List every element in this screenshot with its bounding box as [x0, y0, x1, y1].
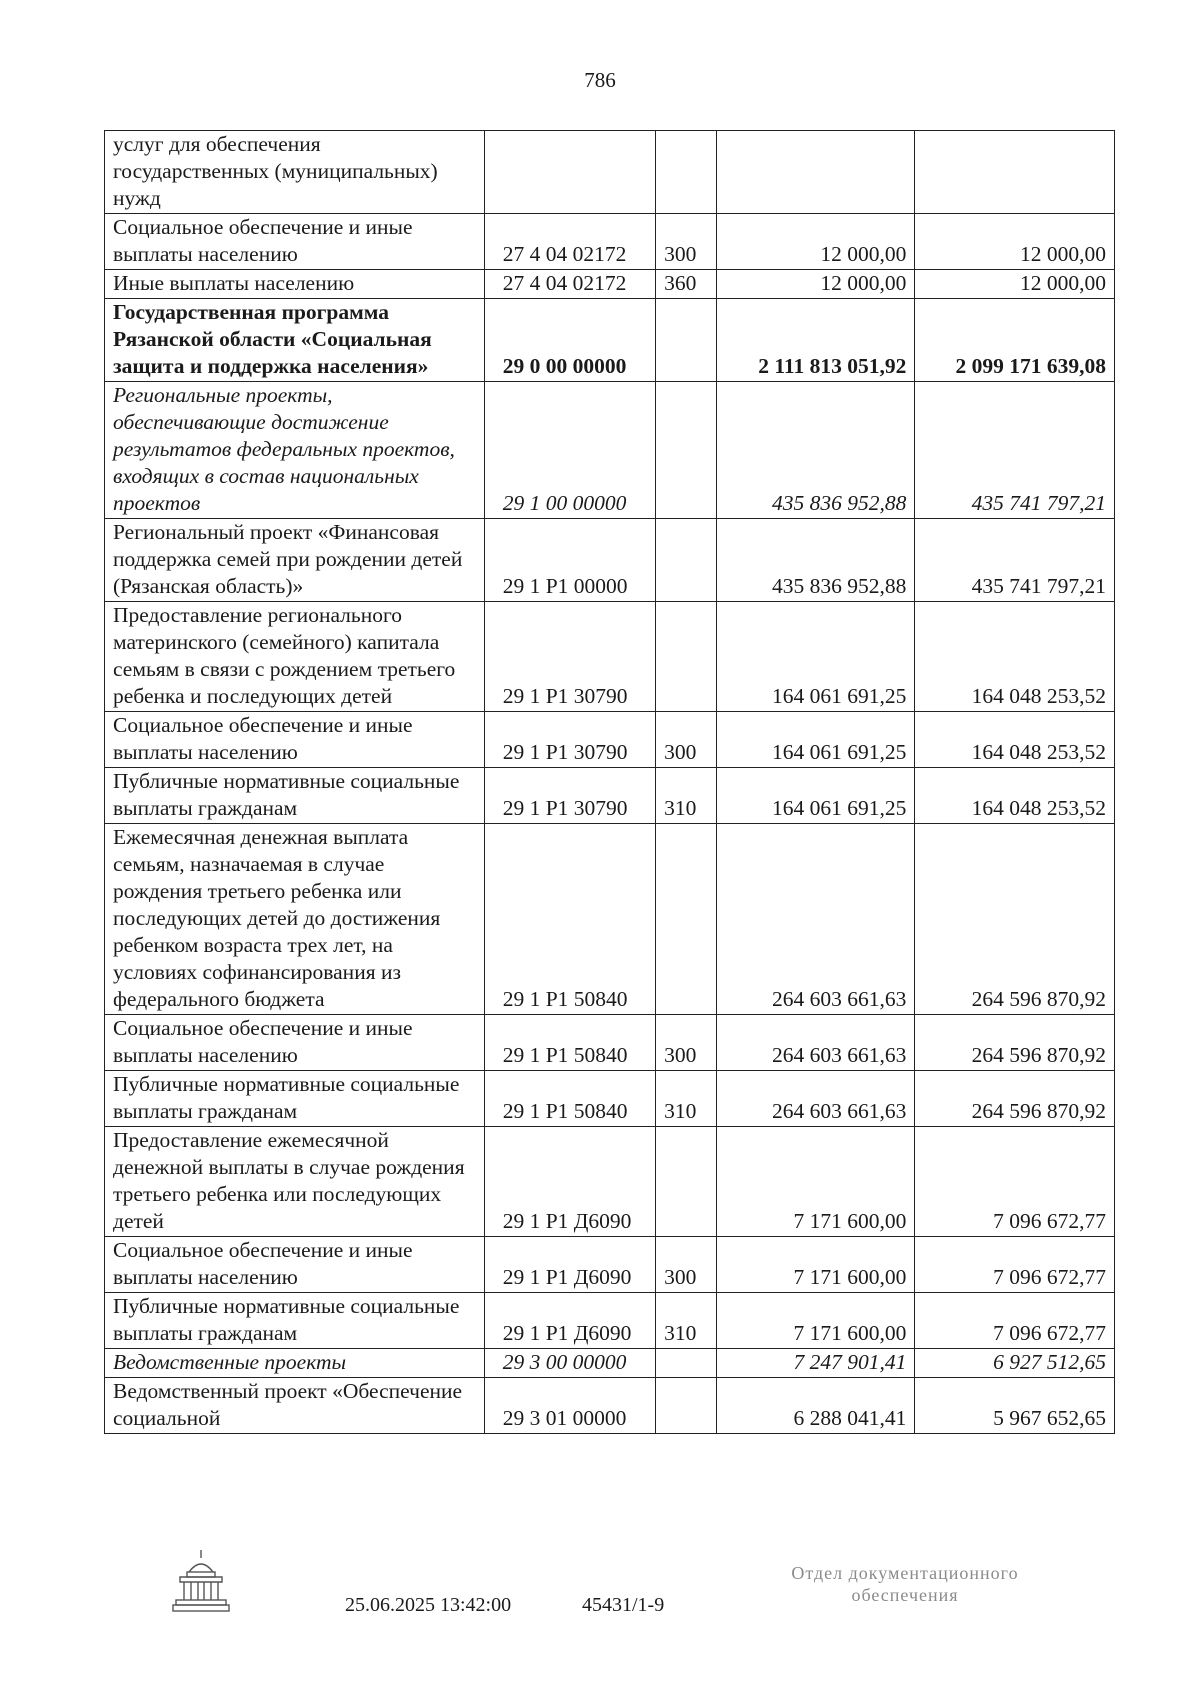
expense-type-cell	[656, 1378, 717, 1434]
budget-table	[104, 130, 1115, 1434]
amount-approved-cell: 7 171 600,00	[716, 1237, 915, 1293]
table-row	[105, 1237, 1115, 1293]
stamp-line-1: Отдел документационного	[791, 1563, 1019, 1583]
expense-type-cell: 300	[656, 712, 717, 768]
target-code-cell: 29 3 01 00000	[484, 1378, 655, 1434]
amount-executed-cell: 264 596 870,92	[915, 824, 1115, 1015]
expense-type-cell	[656, 519, 717, 602]
table-row	[105, 1071, 1115, 1127]
target-code-cell: 29 1 Р1 30790	[484, 768, 655, 824]
amount-executed-cell: 164 048 253,52	[915, 602, 1115, 712]
table-row	[105, 131, 1115, 214]
row-name-cell: Региональные проекты, обеспечивающие достижение результатов федеральных проектов, входящих в состав национальных проектов	[105, 382, 485, 519]
target-code-cell: 29 3 00 00000	[484, 1349, 655, 1378]
target-code-cell: 29 1 Р1 30790	[484, 602, 655, 712]
row-name-cell: Предоставление ежемесячной денежной выплаты в случае рождения третьего ребенка или последующих детей	[105, 1127, 485, 1237]
table-row	[105, 1293, 1115, 1349]
expense-type-cell: 310	[656, 1071, 717, 1127]
target-code-cell: 29 1 Р1 Д6090	[484, 1293, 655, 1349]
row-name-cell: Ведомственный проект «Обеспечение социальной	[105, 1378, 485, 1434]
table-row	[105, 382, 1115, 519]
amount-executed-cell: 264 596 870,92	[915, 1015, 1115, 1071]
target-code-cell: 29 1 Р1 Д6090	[484, 1127, 655, 1237]
target-code-cell: 29 1 00 00000	[484, 382, 655, 519]
target-code-cell: 29 1 Р1 Д6090	[484, 1237, 655, 1293]
target-code-cell: 29 0 00 00000	[484, 299, 655, 382]
row-name-cell: Социальное обеспечение и иные выплаты населению	[105, 1015, 485, 1071]
table-row	[105, 824, 1115, 1015]
amount-approved-cell: 264 603 661,63	[716, 1015, 915, 1071]
amount-executed-cell: 12 000,00	[915, 214, 1115, 270]
table-row	[105, 768, 1115, 824]
amount-approved-cell: 7 171 600,00	[716, 1127, 915, 1237]
target-code-cell: 29 1 Р1 30790	[484, 712, 655, 768]
department-stamp	[745, 1562, 1065, 1606]
row-name-cell: Социальное обеспечение и иные выплаты населению	[105, 712, 485, 768]
target-code-cell: 29 1 Р1 50840	[484, 1071, 655, 1127]
row-name-cell: Социальное обеспечение и иные выплаты населению	[105, 1237, 485, 1293]
row-name-cell: Социальное обеспечение и иные выплаты населению	[105, 214, 485, 270]
amount-approved-cell: 7 247 901,41	[716, 1349, 915, 1378]
target-code-cell: 29 1 Р1 00000	[484, 519, 655, 602]
target-code-cell: 27 4 04 02172	[484, 214, 655, 270]
amount-approved-cell: 12 000,00	[716, 270, 915, 299]
row-name-cell: Региональный проект «Финансовая поддержка семей при рождении детей (Рязанская область)»	[105, 519, 485, 602]
amount-executed-cell	[915, 131, 1115, 214]
expense-type-cell: 300	[656, 1237, 717, 1293]
amount-approved-cell: 264 603 661,63	[716, 1071, 915, 1127]
amount-executed-cell: 264 596 870,92	[915, 1071, 1115, 1127]
table-row	[105, 712, 1115, 768]
row-name-cell: Государственная программа Рязанской области «Социальная защита и поддержка населения»	[105, 299, 485, 382]
amount-approved-cell: 264 603 661,63	[716, 824, 915, 1015]
amount-executed-cell: 7 096 672,77	[915, 1237, 1115, 1293]
amount-executed-cell: 7 096 672,77	[915, 1293, 1115, 1349]
amount-executed-cell: 5 967 652,65	[915, 1378, 1115, 1434]
target-code-cell: 29 1 Р1 50840	[484, 1015, 655, 1071]
amount-executed-cell: 2 099 171 639,08	[915, 299, 1115, 382]
amount-approved-cell: 2 111 813 051,92	[716, 299, 915, 382]
expense-type-cell: 360	[656, 270, 717, 299]
row-name-cell: Ведомственные проекты	[105, 1349, 485, 1378]
table-row	[105, 1378, 1115, 1434]
expense-type-cell	[656, 299, 717, 382]
page-number: 786	[584, 68, 616, 92]
row-name-cell: Ежемесячная денежная выплата семьям, назначаемая в случае рождения третьего ребенка или последующих детей до достижения ребенком возраста трех лет, на условиях софинансирования из федерального бюджета	[105, 824, 485, 1015]
table-row	[105, 602, 1115, 712]
expense-type-cell	[656, 1127, 717, 1237]
amount-approved-cell: 164 061 691,25	[716, 602, 915, 712]
target-code-cell: 27 4 04 02172	[484, 270, 655, 299]
expense-type-cell	[656, 824, 717, 1015]
row-name-cell: Предоставление регионального материнского (семейного) капитала семьям в связи с рождением третьего ребенка и последующих детей	[105, 602, 485, 712]
amount-approved-cell: 7 171 600,00	[716, 1293, 915, 1349]
expense-type-cell	[656, 131, 717, 214]
budget-table-body	[105, 131, 1115, 1434]
row-name-cell: Иные выплаты населению	[105, 270, 485, 299]
duma-building-emblem-icon	[172, 1548, 230, 1614]
expense-type-cell	[656, 382, 717, 519]
expense-type-cell: 310	[656, 768, 717, 824]
table-row	[105, 214, 1115, 270]
table-row	[105, 1015, 1115, 1071]
table-row	[105, 299, 1115, 382]
amount-executed-cell: 435 741 797,21	[915, 382, 1115, 519]
expense-type-cell: 300	[656, 214, 717, 270]
target-code-cell	[484, 131, 655, 214]
document-number: 45431/1-9	[582, 1594, 665, 1616]
expense-type-cell	[656, 1349, 717, 1378]
stamp-line-2: обеспечения	[851, 1585, 959, 1605]
amount-executed-cell: 164 048 253,52	[915, 712, 1115, 768]
amount-executed-cell: 164 048 253,52	[915, 768, 1115, 824]
row-name-cell: Публичные нормативные социальные выплаты гражданам	[105, 1071, 485, 1127]
amount-executed-cell: 6 927 512,65	[915, 1349, 1115, 1378]
amount-approved-cell: 435 836 952,88	[716, 382, 915, 519]
row-name-cell: Публичные нормативные социальные выплаты гражданам	[105, 768, 485, 824]
table-row	[105, 519, 1115, 602]
amount-executed-cell: 435 741 797,21	[915, 519, 1115, 602]
table-row	[105, 270, 1115, 299]
target-code-cell: 29 1 Р1 50840	[484, 824, 655, 1015]
amount-approved-cell: 6 288 041,41	[716, 1378, 915, 1434]
table-row	[105, 1349, 1115, 1378]
amount-approved-cell: 12 000,00	[716, 214, 915, 270]
amount-approved-cell: 164 061 691,25	[716, 768, 915, 824]
row-name-cell: услуг для обеспечения государственных (муниципальных) нужд	[105, 131, 485, 214]
expense-type-cell: 300	[656, 1015, 717, 1071]
row-name-cell: Публичные нормативные социальные выплаты гражданам	[105, 1293, 485, 1349]
amount-approved-cell	[716, 131, 915, 214]
amount-approved-cell: 435 836 952,88	[716, 519, 915, 602]
amount-approved-cell: 164 061 691,25	[716, 712, 915, 768]
table-row	[105, 1127, 1115, 1237]
amount-executed-cell: 7 096 672,77	[915, 1127, 1115, 1237]
document-datetime: 25.06.2025 13:42:00	[345, 1594, 512, 1616]
expense-type-cell	[656, 602, 717, 712]
expense-type-cell: 310	[656, 1293, 717, 1349]
amount-executed-cell: 12 000,00	[915, 270, 1115, 299]
